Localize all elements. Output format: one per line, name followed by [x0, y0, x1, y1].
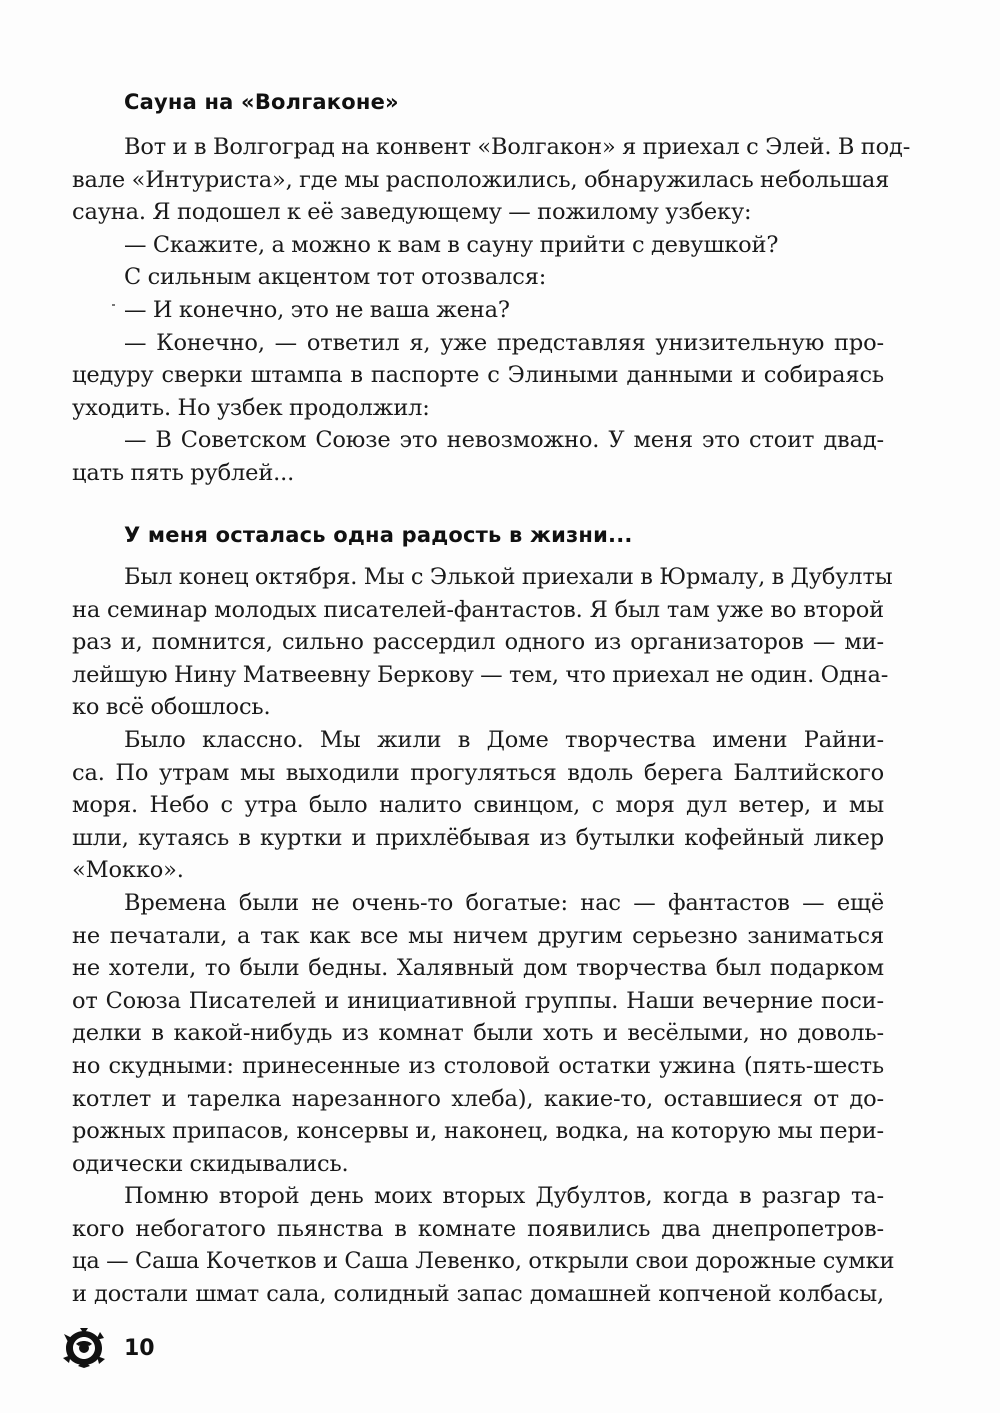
text-line: Помню второй день моих вторых Дубултов, когда в разгар та-	[124, 1183, 884, 1210]
text-line: Был конец октября. Мы с Элькой приехали в Юрмалу, в Дубулты	[124, 564, 893, 590]
text-line: кого небогатого пьянства в комнате появились два днепропетров-	[72, 1215, 884, 1242]
text-line: рожных припасов, консервы и, наконец, водка, на которую мы пери-	[72, 1118, 884, 1145]
text-line: С сильным акцентом тот отозвался:	[124, 264, 547, 291]
page-footer	[62, 1328, 155, 1368]
text-line: шли, кутаясь в куртки и прихлёбывая из бутылки кофейный ликер	[72, 824, 884, 851]
text-line: от Союза Писателей и инициативной группы. Наши вечерние поси-	[72, 987, 884, 1014]
section1-body	[72, 131, 911, 490]
section2-body	[72, 561, 895, 1311]
text-line: делки в какой-нибудь из комнат были хоть и весёлыми, но доволь-	[72, 1020, 884, 1047]
section-title-sauna: Сауна на «Волгаконе»	[124, 90, 399, 114]
text-line: лейшую Нину Матвеевну Беркову — тем, что приехал не один. Одна-	[72, 661, 889, 688]
text-line: Было классно. Мы жили в Доме творчества имени Райни-	[124, 726, 884, 753]
text-line: цать пять рублей...	[72, 459, 295, 486]
text-line: — В Советском Союзе это невозможно. У меня это стоит двад-	[124, 427, 884, 454]
text-line: на семинар молодых писателей-фантастов. Я был там уже во второй	[72, 596, 884, 623]
text-line: ко всё обошлось.	[72, 694, 271, 721]
text-line: са. По утрам мы выходили прогуляться вдоль берега Балтийского	[72, 759, 884, 786]
page-number: 10	[124, 1335, 155, 1361]
text-line: — Скажите, а можно к вам в сауну прийти с девушкой?	[124, 231, 779, 258]
text-line: котлет и тарелка нарезанного хлеба), какие-то, оставшиеся от до-	[72, 1085, 884, 1112]
text-line: но скудными: принесенные из столовой остатки ужина (пять-шесть	[72, 1052, 884, 1079]
text-line: не печатали, а так как все мы ничем другим серьезно заниматься	[72, 922, 884, 949]
text-line: вале «Интуриста», где мы расположились, обнаружилась небольшая	[72, 166, 890, 193]
text-line: — Конечно, — ответил я, уже представляя унизительную про-	[124, 329, 884, 356]
text-line: цедуру сверки штампа в паспорте с Элиными данными и собираясь	[72, 362, 884, 389]
text-line: «Мокко».	[72, 857, 184, 884]
text-line: и достали шмат сала, солидный запас домашней копченой колбасы,	[72, 1281, 884, 1308]
section-title-joy: У меня осталась одна радость в жизни...	[124, 523, 633, 547]
text-line: ца — Саша Кочетков и Саша Левенко, открыли свои дорожные сумки	[72, 1248, 895, 1275]
text-line: раз и, помнится, сильно рассердил одного из организаторов — ми-	[72, 629, 884, 656]
text-line: Вот и в Волгоград на конвент «Волгакон» я приехал с Элей. В под-	[124, 134, 911, 160]
text-line: одически скидывались.	[72, 1150, 349, 1177]
text-line: — И конечно, это не ваша жена?	[124, 296, 510, 323]
dragon-emblem-icon	[62, 1328, 106, 1368]
text-line: Времена были не очень-то богатые: нас — фантастов — ещё	[124, 889, 884, 916]
text-line: сауна. Я подошел к её заведующему — пожилому узбеку:	[72, 199, 752, 226]
text-line: моря. Небо с утра было налито свинцом, с моря дул ветер, и мы	[72, 792, 884, 819]
text-line: не хотели, то были бедны. Халявный дом творчества был подарком	[72, 955, 884, 982]
text-line: уходить. Но узбек продолжил:	[72, 394, 430, 421]
